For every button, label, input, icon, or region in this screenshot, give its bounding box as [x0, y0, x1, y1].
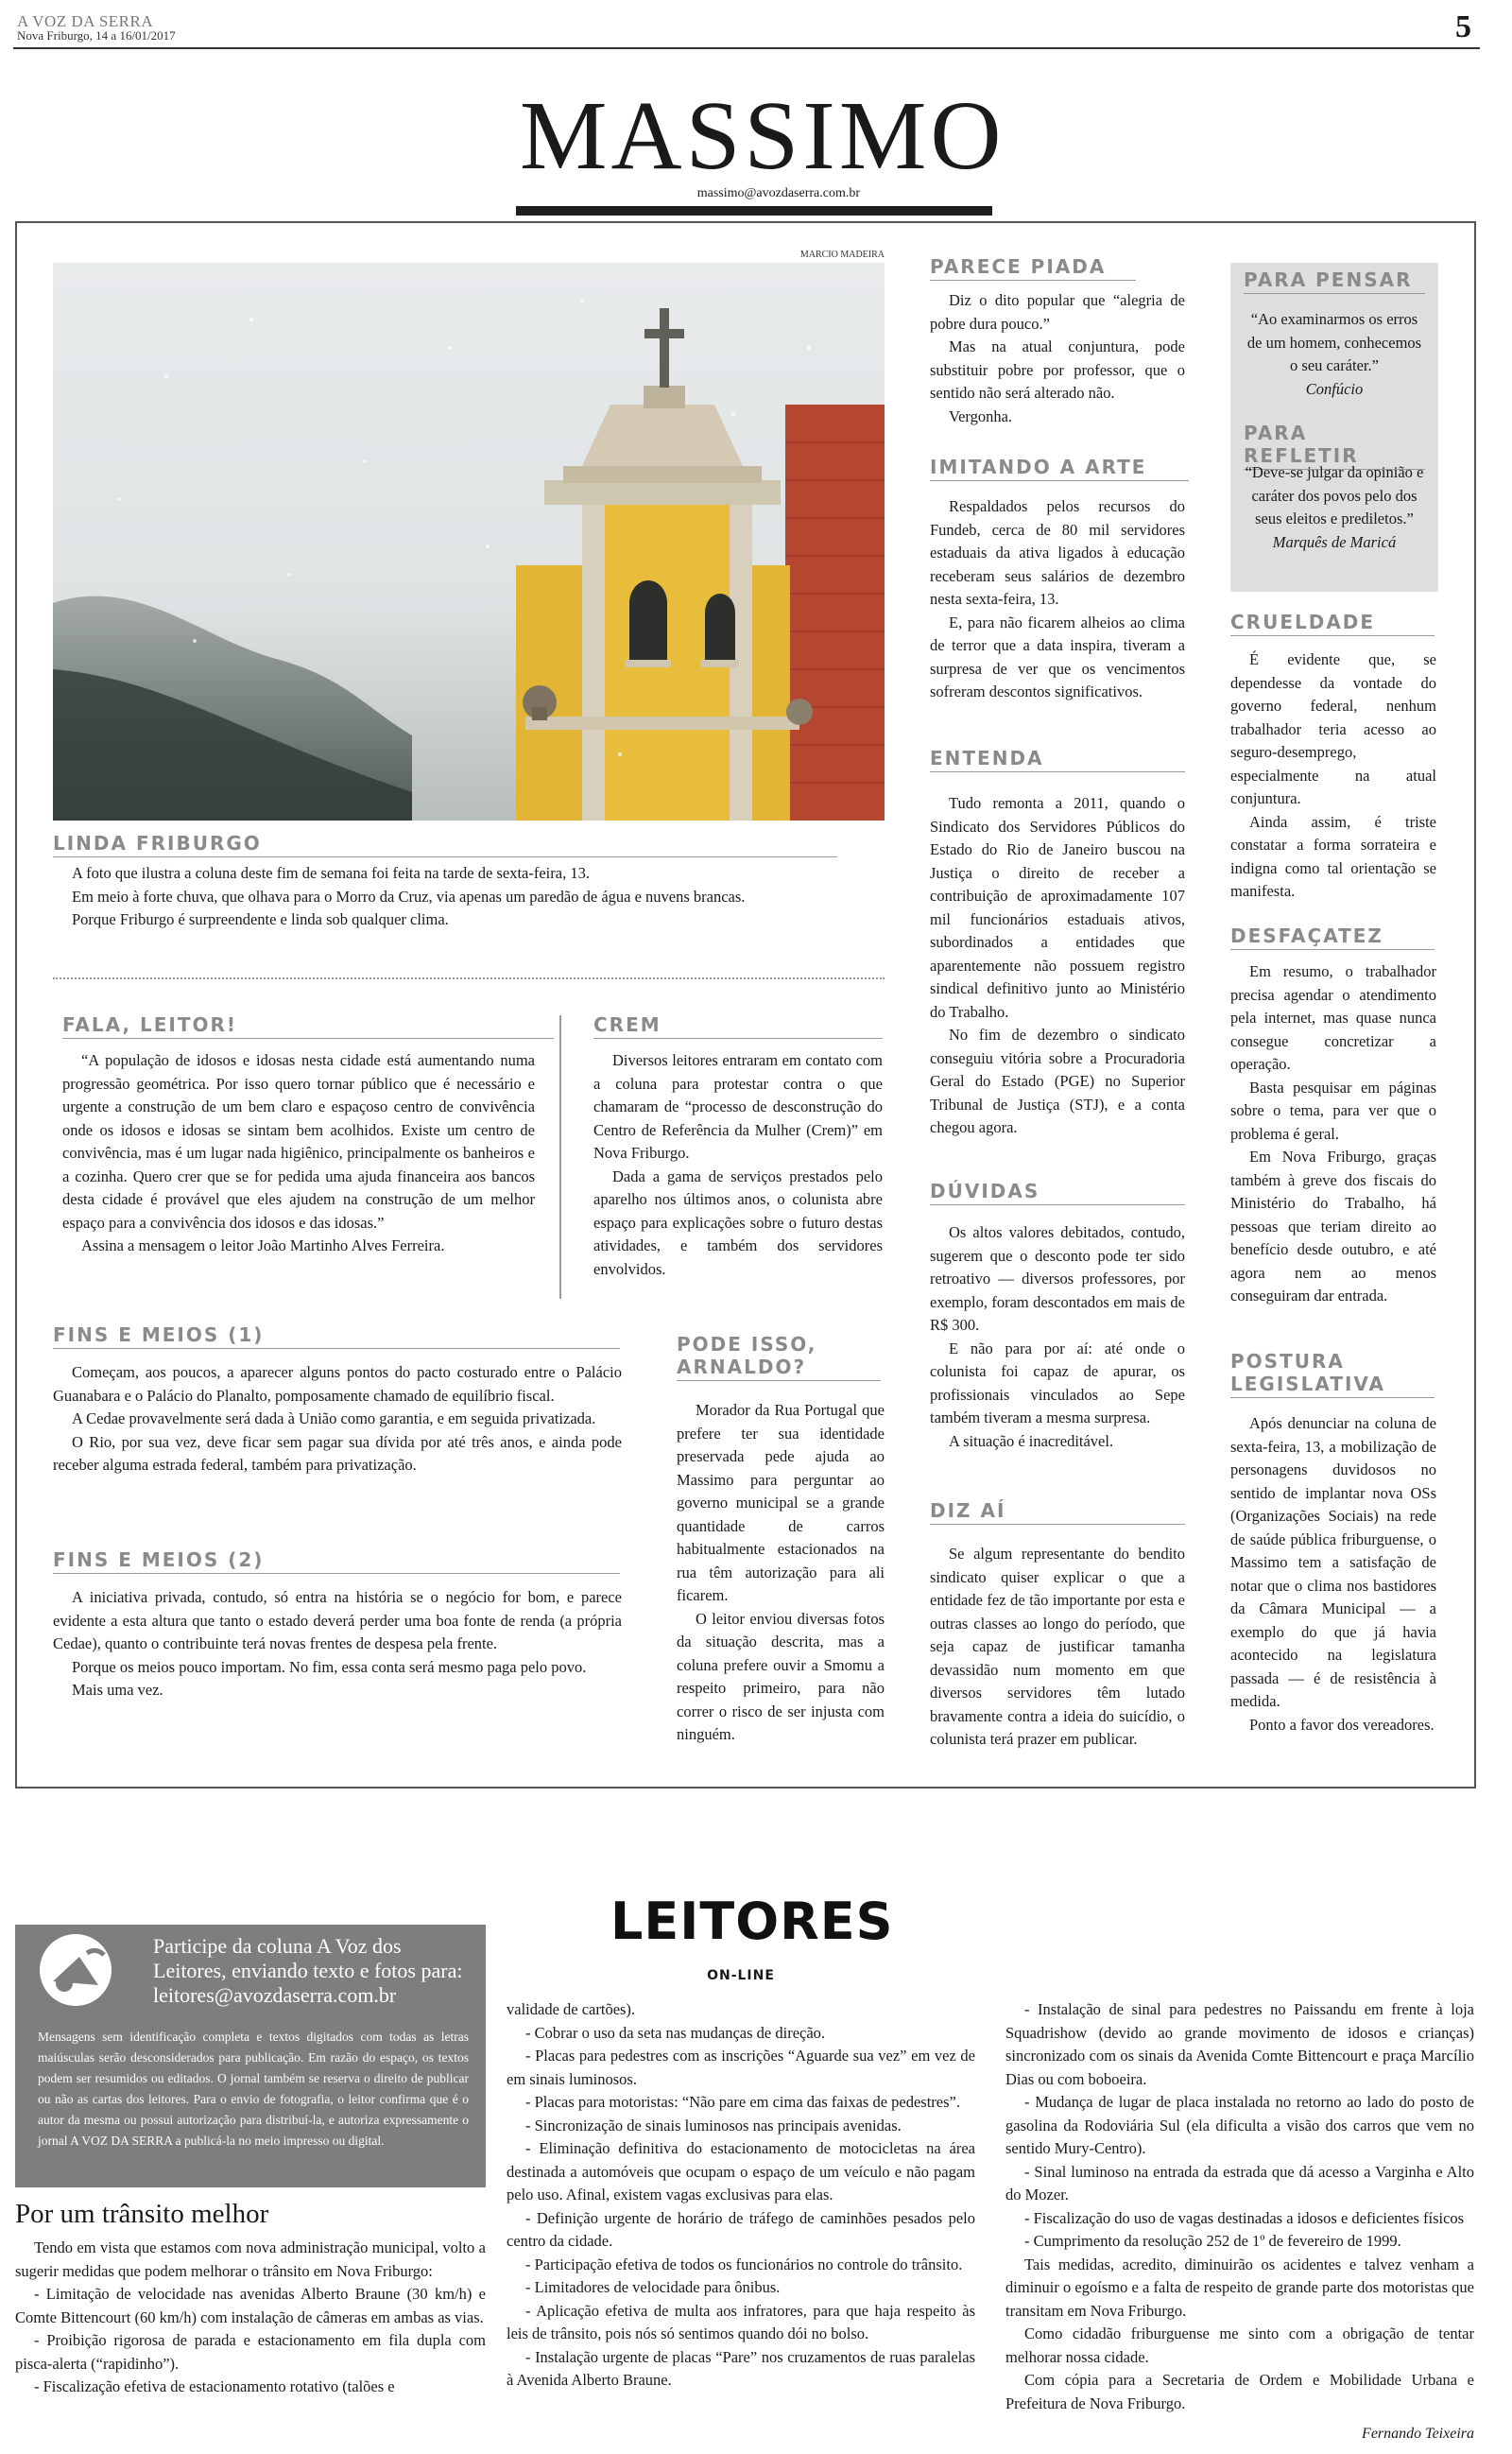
top-rule — [13, 47, 1480, 49]
quote-text: “Deve-se julgar da opinião e caráter dos povos pelo dos seus eleitos e prediletos.” — [1245, 463, 1424, 527]
paragraph: Como cidadão friburguense me sinto com a obrigação de tentar melhorar nossa cidade. — [1005, 2324, 1474, 2366]
paragraph: Se algum representante do bendito sindicato quiser explicar o que a entidade fez de tão importante por esta e outras classes ao longo do período, que seja capaz de justificar tamanha devassidão num momento em que diversos servidores têm lutado bravamente contra a ideia do suicídio, o colunista terá prazer em publicar. — [930, 1545, 1185, 1748]
quote-text: “Ao examinarmos os erros de um homem, conhecemos o seu caráter.” — [1246, 310, 1422, 374]
paragraph: É evidente que, se dependesse da vontade do governo federal, nenhum trabalhador teria acesso ao seguro-desemprego, especialmente na atual conjuntura. — [1230, 650, 1436, 807]
paragraph: Respaldados pelos recursos do Fundeb, cerca de 80 mil servidores estaduais da ativa ligados à educação receberam seus salários de dezembro nesta sexta-feira, 13. — [930, 497, 1185, 608]
page-number: 5 — [1455, 9, 1471, 44]
publication-date: Nova Friburgo, 14 a 16/01/2017 — [17, 28, 176, 43]
paragraph: Porque Friburgo é surpreendente e linda sob qualquer clima. — [72, 910, 449, 928]
entenda-heading: ENTENDA — [930, 747, 1185, 772]
paragraph: Mais uma vez. — [72, 1681, 163, 1699]
linda-friburgo-text — [53, 862, 885, 932]
entenda-text — [930, 792, 1185, 1140]
paragraph: Basta pesquisar em páginas sobre o tema, para ver que o problema é geral. — [1230, 1078, 1436, 1143]
paragraph: Assina a mensagem o leitor João Martinho Alves Ferreira. — [81, 1236, 445, 1254]
paragraph: Dada a gama de serviços prestados pelo aparelho nos últimos anos, o colunista abre espaço para explicações sobre o futuro destas atividades, e também dos servidores envolvidos. — [593, 1167, 883, 1278]
column-title: MASSIMO — [520, 81, 1005, 190]
paragraph: - Definição urgente de horário de tráfego de caminhões pesados pelo centro da cidade. — [507, 2208, 975, 2250]
pode-isso-text — [677, 1399, 885, 1747]
imitando-arte-text — [930, 495, 1185, 704]
paragraph: Porque os meios pouco importam. No fim, essa conta será mesmo paga pelo povo. — [72, 1657, 587, 1676]
paragraph: - Sinal luminoso na entrada da estrada que dá acesso a Varginha e Alto do Mozer. — [1005, 2162, 1474, 2203]
dotted-divider — [53, 977, 885, 979]
paragraph: E, para não ficarem alheios ao clima de terror que a data inspira, tiveram a surpresa de ver que os vencimentos sofreram descontos significativos. — [930, 613, 1185, 700]
paragraph: validade de cartões). — [507, 2000, 636, 2018]
photo-tower — [53, 263, 885, 821]
paragraph: Vergonha. — [949, 406, 1013, 425]
photo-credit: MARCIO MADEIRA — [799, 250, 885, 260]
title-bar — [516, 206, 992, 216]
paragraph: Tudo remonta a 2011, quando o Sindicato dos Servidores Públicos do Estado do Rio de Janeiro buscou na Justiça o direito de receber a contribuição de aproximadamente 107 mil funcionários estaduais ativos, subordinados a entidades que aparentemente não possuem registro sindical definitivo junto ao Ministério do Trabalho. — [930, 794, 1185, 1021]
fins-meios-2-heading: FINS E MEIOS (2) — [53, 1548, 620, 1574]
duvidas-heading: DÚVIDAS — [930, 1180, 1185, 1205]
paragraph: A foto que ilustra a coluna deste fim de semana foi feita na tarde de sexta-feira, 13. — [72, 864, 590, 882]
paragraph: “A população de idosos e idosas nesta cidade está aumentando numa progressão geométrica. Por isso quero tornar público que é necessário e urgente a construção de um bem claro e espaçoso centro de convivência onde os idosos e idosas se sintam bem acolhidos. Existe um centro de convivência, mas é um lugar nada higiênico, principalmente os banheiros e a cozinha. Quero crer que se for pedida uma ajuda financeira aos bancos desta cidade é provável que eles ajudem na construção de um melhor espaço para a convivência dos idosos e das idosas.” — [62, 1051, 535, 1232]
paragraph: No fim de dezembro o sindicato conseguiu vitória sobre a Procuradoria Geral do Estado (PGE) no Superior Tribunal de Justiça (STJ), e a conta chegou agora. — [930, 1026, 1185, 1136]
megaphone-icon — [32, 1928, 127, 2008]
paragraph: - Eliminação definitiva do estacionamento de motocicletas na área destinada a automóveis que ocupam o espaço de um veículo e não pagam pelo uso. Afinal, existem vagas exclusivas para elas. — [507, 2139, 975, 2203]
para-pensar-quote — [1244, 308, 1425, 401]
para-refletir-heading: PARA REFLETIR — [1244, 422, 1425, 470]
fala-leitor-heading: FALA, LEITOR! — [62, 1013, 554, 1039]
paragraph: Diversos leitores entraram em contato com a coluna para protestar contra o que chamaram de “processo de desconstrução do Centro de Referência da Mulher (Crem)” em Nova Friburgo. — [593, 1051, 883, 1162]
paragraph: E não para por aí: até onde o colunista foi capaz de apurar, os profissionais vinculados ao Sepe também tiveram a mesma surpresa. — [930, 1339, 1185, 1426]
para-pensar-heading: PARA PENSAR — [1244, 268, 1425, 294]
article-column-2 — [507, 1998, 975, 2393]
crem-text — [593, 1049, 883, 1281]
paragraph: Os altos valores debitados, contudo, sugerem que o desconto pode ter sido retroativo — diversos professores, por exemplo, foram descontados em mais de R$ 300. — [930, 1223, 1185, 1334]
crueldade-heading: CRUELDADE — [1230, 611, 1435, 636]
paragraph: Ponto a favor dos vereadores. — [1249, 1715, 1435, 1734]
diz-ai-text — [930, 1543, 1185, 1752]
fins-meios-1-heading: FINS E MEIOS (1) — [53, 1323, 620, 1349]
paragraph: Em resumo, o trabalhador precisa agendar o atendimento pela internet, mas quase nunca consegue concretizar a operação. — [1230, 962, 1436, 1073]
quote-author: Marquês de Maricá — [1272, 532, 1397, 551]
paragraph: - Placas para pedestres com as inscrições “Aguarde sua vez” em vez de em sinais luminosos. — [507, 2047, 975, 2088]
participate-text: Participe da coluna A Voz dos Leitores, enviando texto e fotos para: leitores@avozdaserra.com.br — [153, 1934, 463, 2007]
paragraph: Morador da Rua Portugal que prefere ter sua identidade preservada pede ajuda ao Massimo para perguntar ao governo municipal se a grande quantidade de carros habitualmente estacionados na rua têm autorização para ali ficarem. — [677, 1401, 885, 1604]
column-email: massimo@avozdaserra.com.br — [696, 186, 860, 200]
parece-piada-heading: PARECE PIADA — [930, 255, 1136, 281]
desfacatez-heading: DESFAÇATEZ — [1230, 925, 1435, 950]
vertical-rule — [559, 1015, 561, 1299]
paragraph: - Placas para motoristas: “Não pare em cima das faixas de pedestres”. — [525, 2093, 960, 2111]
crueldade-text — [1230, 648, 1436, 904]
quote-author: Confúcio — [1305, 379, 1364, 398]
paragraph: - Sincronização de sinais luminosos nas principais avenidas. — [525, 2116, 902, 2134]
article-title: Por um trânsito melhor — [15, 2199, 269, 2229]
desfacatez-text — [1230, 960, 1436, 1308]
leitores-logo: LEITORES — [610, 1892, 894, 1951]
paragraph: - Proibição rigorosa de parada e estacionamento em fila dupla com pisca-alerta (“rapidinho”). — [15, 2331, 486, 2373]
paragraph: - Cobrar o uso da seta nas mudanças de direção. — [525, 2023, 826, 2042]
fins-meios-2-text — [53, 1586, 622, 1702]
column-title-block — [520, 81, 1005, 190]
paragraph: Tendo em vista que estamos com nova administração municipal, volto a sugerir medidas que podem melhorar o trânsito em Nova Friburgo: — [15, 2238, 486, 2280]
paragraph: A situação é inacreditável. — [949, 1431, 1114, 1450]
paragraph: - Cumprimento da resolução 252 de 1º de fevereiro de 1999. — [1024, 2232, 1401, 2250]
article-column-1 — [15, 2237, 486, 2399]
postura-heading: POSTURA LEGISLATIVA — [1230, 1350, 1435, 1398]
fins-meios-1-text — [53, 1361, 622, 1478]
linda-friburgo-heading: LINDA FRIBURGO — [53, 832, 837, 857]
paragraph: Começam, aos poucos, a aparecer alguns pontos do pacto costurado entre o Palácio Guanabara e o Palácio do Planalto, pomposamente chamado de equilíbrio fiscal. — [53, 1363, 622, 1405]
paragraph: Com cópia para a Secretaria de Ordem e Mobilidade Urbana e Prefeitura de Nova Friburgo. — [1005, 2371, 1474, 2412]
article-column-3 — [1005, 1998, 1474, 2415]
duvidas-text — [930, 1221, 1185, 1453]
postura-text — [1230, 1412, 1436, 1737]
paragraph: - Instalação de sinal para pedestres no Paissandu em frente à loja Squadrishow (devido ao grande movimento de idosos e crianças) sincronizado com os sinais da Avenida Comte Bittencourt e praça Marcílio Dias ou com boboeira. — [1005, 2000, 1474, 2088]
paragraph: A Cedae provavelmente será dada à União como garantia, e em seguida privatizada. — [72, 1409, 596, 1427]
paragraph: - Limitadores de velocidade para ônibus. — [525, 2278, 781, 2296]
paragraph: Em Nova Friburgo, graças também à greve dos fiscais do Ministério do Trabalho, há pessoas que teriam direito ao benefício desde outubro, e até agora nem ao menos conseguiram dar entrada. — [1230, 1148, 1436, 1305]
paragraph: Mas na atual conjuntura, pode substituir pobre por professor, que o sentido não será alterado não. — [930, 337, 1185, 402]
paragraph: - Instalação urgente de placas “Pare” nos cruzamentos de ruas paralelas à Avenida Alberto Braune. — [507, 2347, 975, 2389]
paragraph: O Rio, por sua vez, deve ficar sem pagar sua dívida por até três anos, e ainda pode receber alguma estrada federal, também para privatização. — [53, 1432, 622, 1474]
paragraph: - Participação efetiva de todos os funcionários no controle do trânsito. — [525, 2255, 963, 2273]
fala-leitor-text — [62, 1049, 535, 1258]
paragraph: - Mudança de lugar de placa instalada no retorno ao lado do posto de gasolina da Rodoviária Sul (ela dificulta a visão dos carros que vem no sentido Mury-Centro). — [1005, 2093, 1474, 2157]
diz-ai-heading: DIZ AÍ — [930, 1499, 1185, 1525]
crem-heading: CREM — [593, 1013, 883, 1039]
paragraph: Após denunciar na coluna de sexta-feira, 13, a mobilização de personagens duvidosos no sentido de implantar nova OSs (Organizações Sociais) na rede de saúde pública friburguense, o Massimo tem a satisfação de notar que o clima nos bastidores da Câmara Municipal — a exemplo do que já havia acontecido na legislatura passada — é de resistência à medida. — [1230, 1414, 1436, 1710]
paragraph: - Aplicação efetiva de multa aos infratores, para que haja respeito às leis de trânsito, pois nós só sentimos quando dói no bolso. — [507, 2301, 975, 2342]
parece-piada-text — [930, 289, 1185, 428]
paragraph: Em meio à forte chuva, que olhava para o Morro da Cruz, via apenas um paredão de água e nuvens brancas. — [72, 887, 746, 906]
paragraph: O leitor enviou diversas fotos da situação descrita, mas a coluna prefere ouvir a Smomu a respeito primeiro, para não correr o risco de ser injusta com ninguém. — [677, 1609, 885, 1743]
imitando-arte-heading: IMITANDO A ARTE — [930, 456, 1189, 481]
article-byline: Fernando Teixeira — [1362, 2426, 1474, 2442]
para-refletir-quote — [1244, 461, 1425, 554]
paragraph: A iniciativa privada, contudo, só entra na história se o negócio for bom, e parece evidente a esta altura que tanto o estado deverá perder uma boa fonte de renda (a própria Cedae), quanto o contribuinte terá novas frentes de despesa pela frente. — [53, 1588, 622, 1652]
paragraph: Tais medidas, acredito, diminuirão os acidentes e talvez venham a diminuir o egoísmo e a falta de respeito de grande parte dos motoristas que transitam em Nova Friburgo. — [1005, 2255, 1474, 2320]
online-label: ON-LINE — [707, 1968, 775, 1983]
publication-rules: Mensagens sem identificação completa e textos digitados com todas as letras maiúsculas serão desconsiderados para publicação. Em razão do espaço, os textos podem ser resumidos ou editados. O jornal também se reserva o direito de publicar ou não as cartas dos leitores. Para o envio de fotografia, o leitor confirma que é o autor da mesma ou possui autorização para distribuí-la, e autoriza expressamente o jornal A VOZ DA SERRA a publicá-la no meio impresso ou digital. — [38, 2030, 469, 2148]
paragraph: Diz o dito popular que “alegria de pobre dura pouco.” — [930, 291, 1185, 333]
tower-in-rain-illustration — [53, 263, 885, 821]
paragraph: - Limitação de velocidade nas avenidas Alberto Braune (30 km/h) e Comte Bittencourt (60 km/h) com instalação de câmeras em ambas as vias. — [15, 2285, 486, 2326]
paragraph: Ainda assim, é triste constatar a forma sorrateira e indigna como tal orientação se manifesta. — [1230, 812, 1436, 900]
paragraph: - Fiscalização do uso de vagas destinadas a idosos e deficientes físicos — [1024, 2208, 1465, 2227]
pode-isso-heading: PODE ISSO, ARNALDO? — [677, 1333, 881, 1381]
masthead: A VOZ DA SERRA — [17, 12, 154, 30]
paragraph: - Fiscalização efetiva de estacionamento rotativo (talões e — [34, 2377, 395, 2395]
